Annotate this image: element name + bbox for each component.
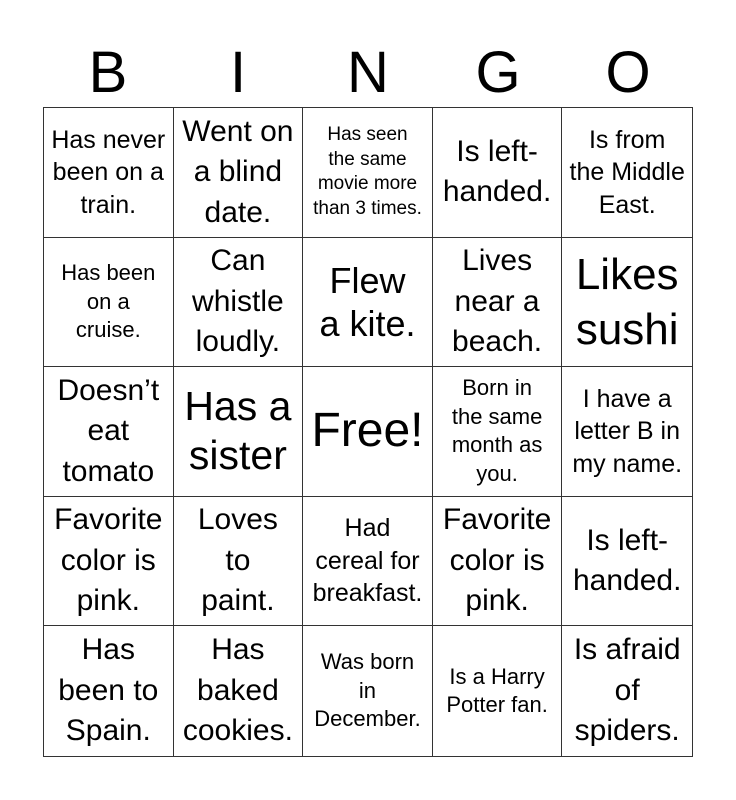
- cell-text: Has been to Spain.: [58, 633, 159, 748]
- header-letter-o: O: [605, 40, 651, 105]
- header-letter-b: B: [88, 40, 128, 105]
- bingo-cell-o5[interactable]: [562, 626, 692, 756]
- bingo-board: [43, 107, 693, 757]
- bingo-cell-o2[interactable]: [562, 238, 692, 368]
- cell-text: Went on a blind date.: [182, 114, 294, 229]
- bingo-cell-n1[interactable]: [303, 108, 433, 238]
- bingo-cell-i2[interactable]: [174, 238, 304, 368]
- cell-text: Is afraid of spiders.: [573, 633, 681, 748]
- cell-text: Has never been on a train.: [51, 125, 166, 219]
- bingo-cell-b3[interactable]: [44, 367, 174, 497]
- bingo-cell-b4[interactable]: [44, 497, 174, 627]
- header-letter-n: N: [347, 40, 389, 105]
- bingo-cell-n5[interactable]: [303, 626, 433, 756]
- cell-text: Is left- handed.: [442, 134, 552, 209]
- bingo-cell-i4[interactable]: [174, 497, 304, 627]
- cell-text: Doesn’t eat tomato: [57, 373, 160, 488]
- cell-text: I have a letter B in my name.: [572, 384, 683, 478]
- cell-text: Had cereal for breakfast.: [312, 514, 423, 608]
- bingo-cell-free[interactable]: [303, 367, 433, 497]
- cell-text: Favorite color is pink.: [54, 503, 163, 618]
- free-space-text: Free!: [311, 404, 424, 458]
- bingo-cell-o4[interactable]: [562, 497, 692, 627]
- cell-text: Lives near a beach.: [452, 244, 543, 359]
- cell-text: Is from the Middle East.: [569, 125, 685, 219]
- bingo-cell-b2[interactable]: [44, 238, 174, 368]
- bingo-cell-i5[interactable]: [174, 626, 304, 756]
- cell-text: Was born in December.: [314, 649, 421, 732]
- cell-text: Has a sister: [184, 383, 292, 479]
- cell-text: Loves to paint.: [197, 503, 278, 618]
- bingo-cell-g5[interactable]: [433, 626, 563, 756]
- header-letter-g: G: [475, 40, 521, 105]
- bingo-cell-g2[interactable]: [433, 238, 563, 368]
- bingo-cell-i3[interactable]: [174, 367, 304, 497]
- bingo-cell-o1[interactable]: [562, 108, 692, 238]
- cell-text: Has been on a cruise.: [61, 260, 156, 343]
- bingo-cell-g1[interactable]: [433, 108, 563, 238]
- header-letter-i: I: [229, 40, 247, 105]
- bingo-cell-n2[interactable]: [303, 238, 433, 368]
- cell-text: Born in the same month as you.: [451, 375, 543, 487]
- bingo-cell-i1[interactable]: [174, 108, 304, 238]
- cell-text: Has baked cookies.: [182, 633, 293, 748]
- cell-text: Is a Harry Potter fan.: [446, 663, 548, 718]
- cell-text: Flew a kite.: [319, 259, 416, 344]
- cell-text: Has seen the same movie more than 3 times.: [313, 123, 422, 219]
- cell-text: Can whistle loudly.: [192, 244, 284, 359]
- bingo-header: [43, 38, 693, 108]
- bingo-cell-g4[interactable]: [433, 497, 563, 627]
- bingo-cell-b1[interactable]: [44, 108, 174, 238]
- cell-text: Likes sushi: [575, 249, 679, 354]
- bingo-cell-o3[interactable]: [562, 367, 692, 497]
- bingo-cell-g3[interactable]: [433, 367, 563, 497]
- bingo-cell-b5[interactable]: [44, 626, 174, 756]
- bingo-cell-n4[interactable]: [303, 497, 433, 627]
- cell-text: Favorite color is pink.: [442, 503, 552, 618]
- cell-text: Is left- handed.: [572, 523, 682, 598]
